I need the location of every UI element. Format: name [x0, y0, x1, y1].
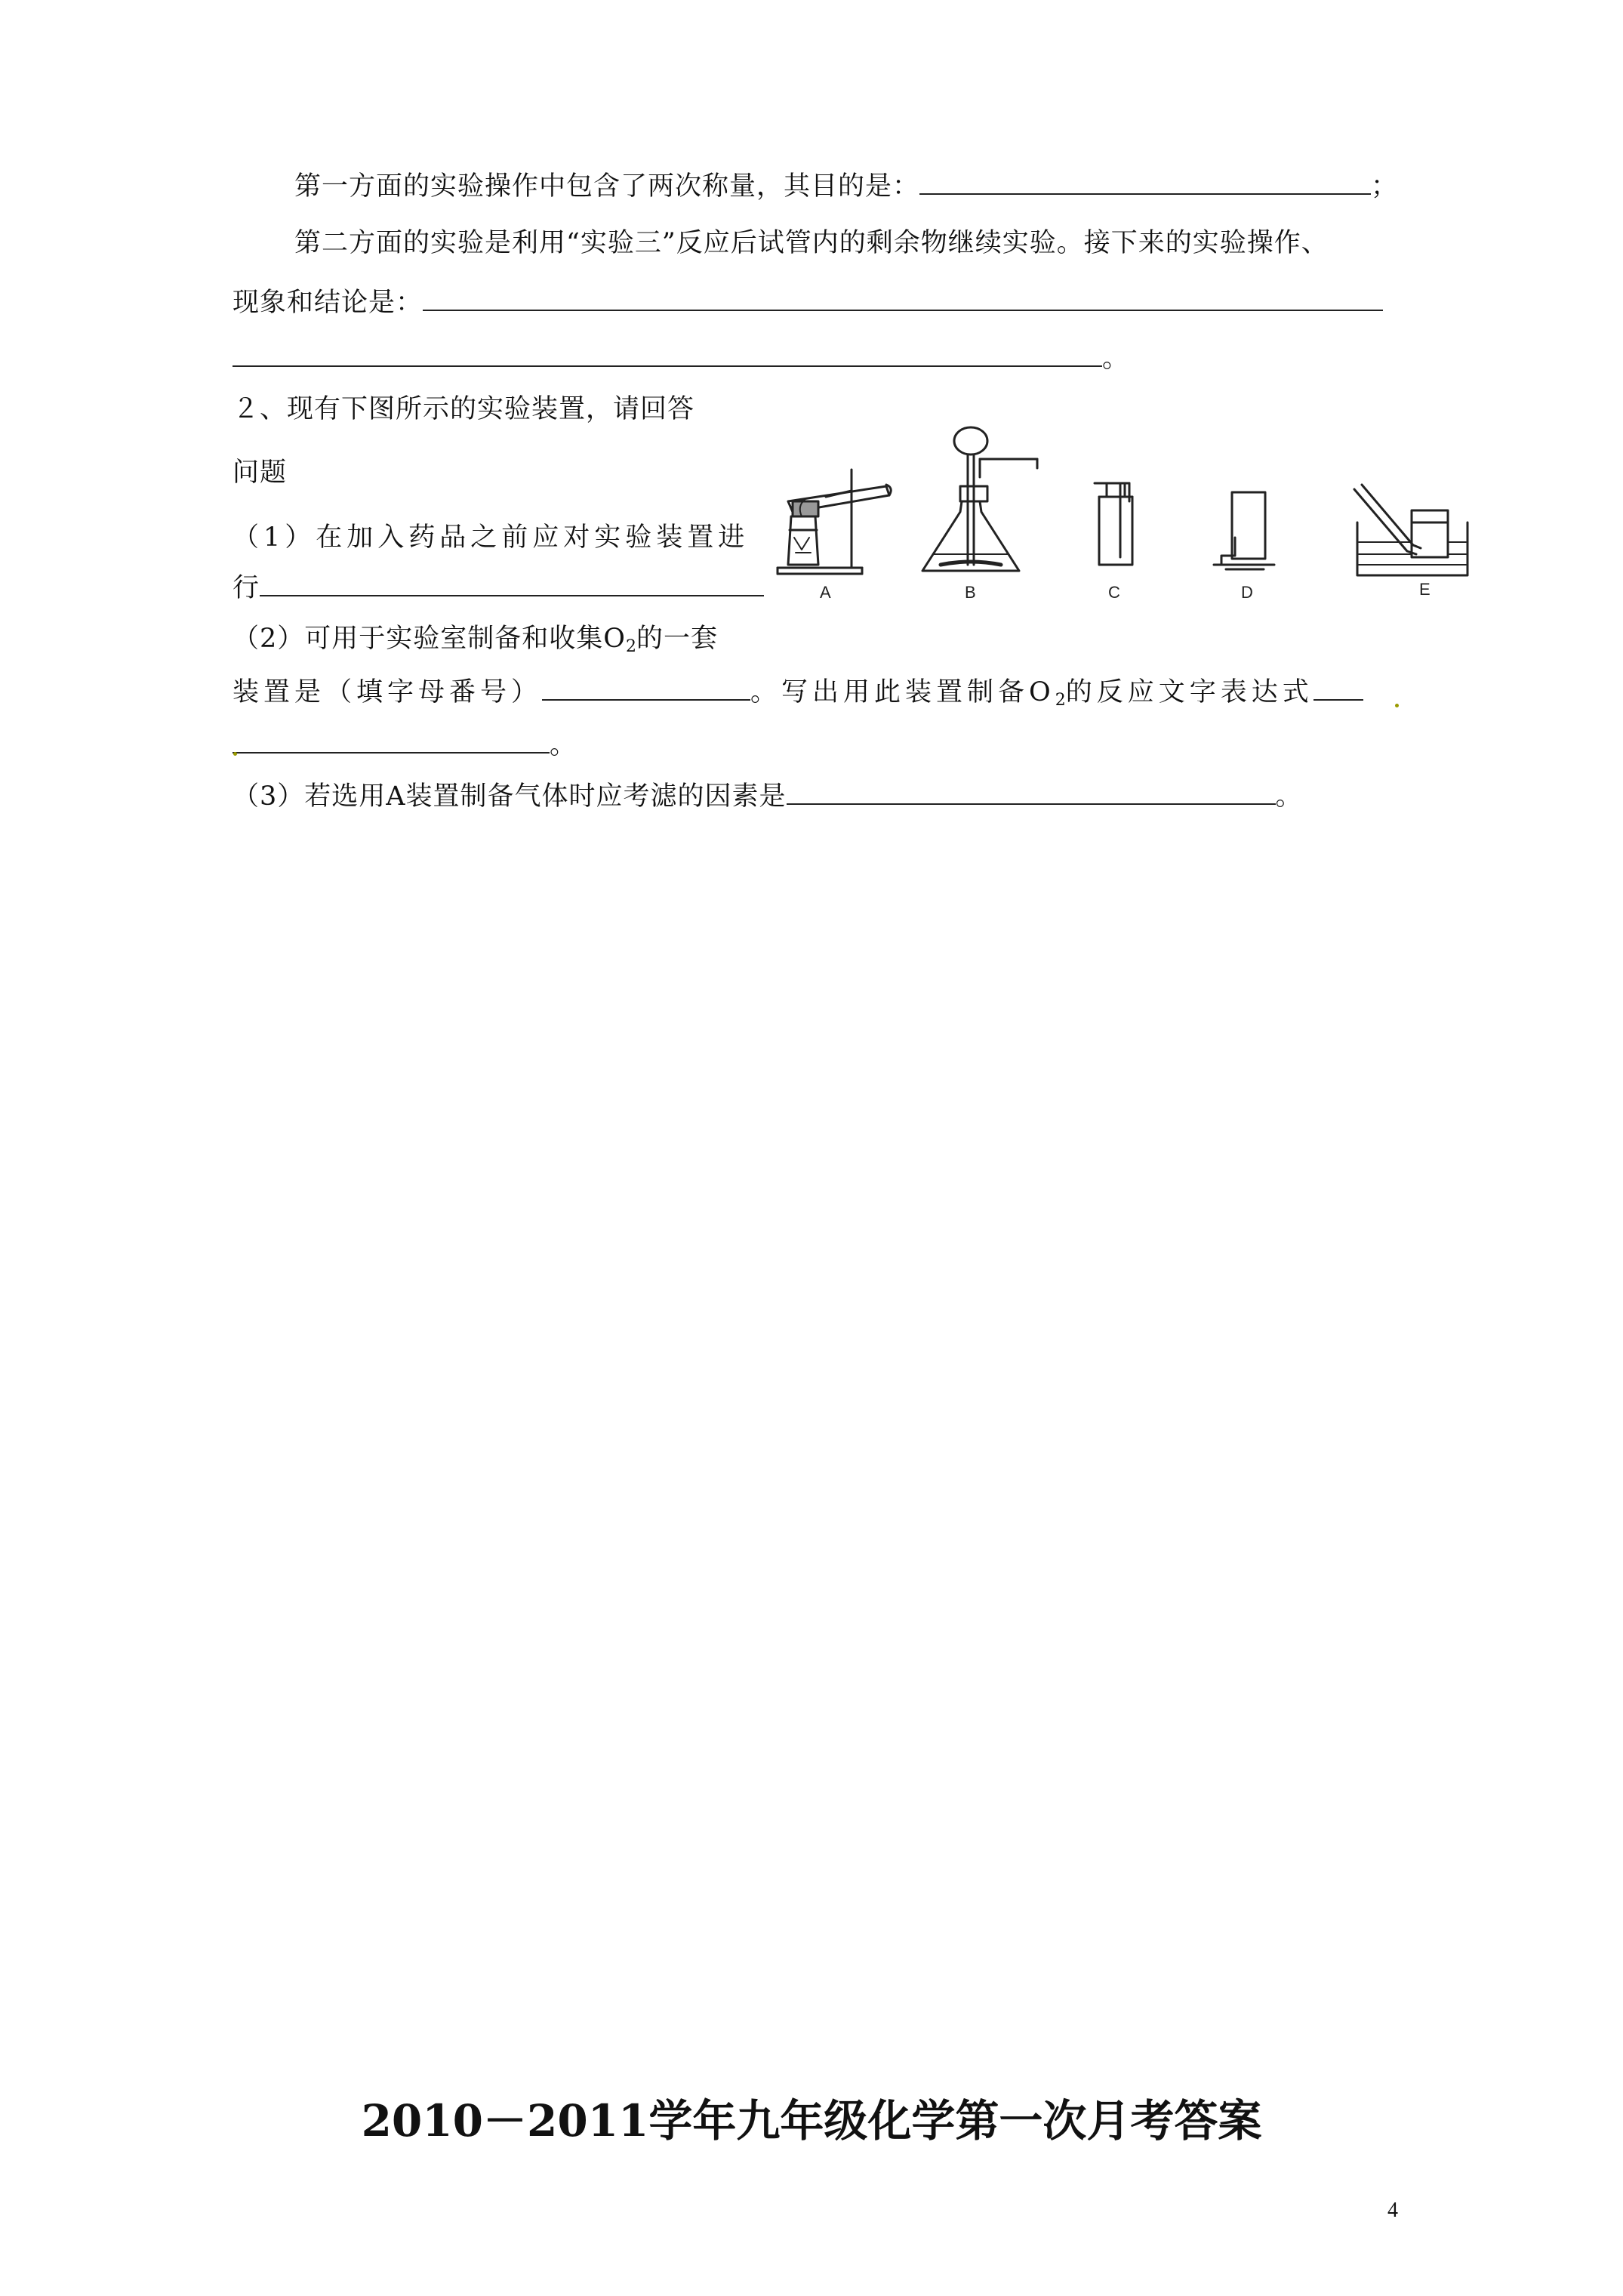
q2-p2-b-text: 装置是（填字母番号）	[233, 677, 543, 707]
q2-p3	[233, 779, 1303, 813]
q2-p2-a-text: （2）可用于实验室制备和收集	[233, 624, 604, 654]
apparatus-label-e: E	[1419, 580, 1431, 599]
answer-blank[interactable]	[260, 571, 764, 596]
page-number: 4	[1387, 2199, 1398, 2222]
q2-p2-c	[233, 728, 577, 762]
apparatus-e	[1354, 485, 1467, 575]
q2-p2-c-end: 。	[550, 730, 577, 760]
apparatus-b	[922, 427, 1037, 571]
apparatus-c	[1095, 483, 1132, 565]
q2-p2-a-end: 的一套	[636, 624, 718, 654]
q1-line1-end: ；	[1371, 171, 1399, 202]
q1-line3	[233, 285, 1383, 319]
q2-p1-b-text: 行	[233, 573, 260, 603]
answer-key-title: 2010－2011学年九年级化学第一次月考答案	[361, 2095, 1262, 2147]
q1-line4-end: 。	[1102, 344, 1130, 374]
apparatus-figure	[773, 417, 1483, 606]
q1-line2: 第二方面的实验是利用“实验三”反应后试管内的剩余物继续实验。接下来的实验操作、	[294, 228, 1329, 258]
q2-p3-end: 。	[1275, 781, 1303, 812]
q1-line1	[294, 169, 1398, 203]
o2-subscript: 2	[1055, 691, 1066, 710]
stray-mark	[1395, 704, 1399, 707]
q2-intro-b: 问题	[233, 458, 288, 488]
answer-blank[interactable]	[423, 285, 1383, 311]
q2-p2-b-end: 的反应文字表达式	[1065, 677, 1313, 707]
q1-line4	[233, 341, 1129, 375]
o2-formula: O	[1029, 677, 1055, 707]
q2-intro-a: ２、现有下图所示的实验装置，请回答	[233, 394, 695, 424]
apparatus-d	[1214, 492, 1274, 569]
q1-line1-text: 第一方面的实验操作中包含了两次称量，其目的是：	[294, 171, 920, 202]
q2-p2-b	[233, 675, 1363, 717]
q1-line3-text: 现象和结论是：	[233, 288, 423, 318]
apparatus-label-b: B	[965, 583, 976, 602]
apparatus-a	[778, 470, 891, 574]
answer-blank[interactable]	[787, 779, 1276, 805]
answer-blank[interactable]	[919, 169, 1371, 195]
answer-blank[interactable]	[233, 341, 1102, 367]
q2-p2-b-mid: 。写出用此装置制备	[750, 677, 1030, 707]
answer-blank[interactable]	[1313, 675, 1363, 701]
q2-p3-text: （3）若选用A装置制备气体时应考滤的因素是	[233, 781, 787, 812]
apparatus-label-c: C	[1108, 583, 1120, 602]
q2-p1-b	[233, 571, 764, 605]
apparatus-label-a: A	[820, 583, 831, 602]
q2-p2-a	[233, 622, 718, 664]
o2-subscript: 2	[625, 637, 636, 656]
answer-blank[interactable]	[542, 675, 750, 701]
o2-formula: O	[603, 624, 626, 654]
answer-blank[interactable]	[233, 728, 550, 754]
q2-p1-a: （1）在加入药品之前应对实验装置进	[233, 522, 750, 553]
apparatus-label-d: D	[1241, 583, 1253, 602]
stray-mark	[233, 752, 237, 756]
